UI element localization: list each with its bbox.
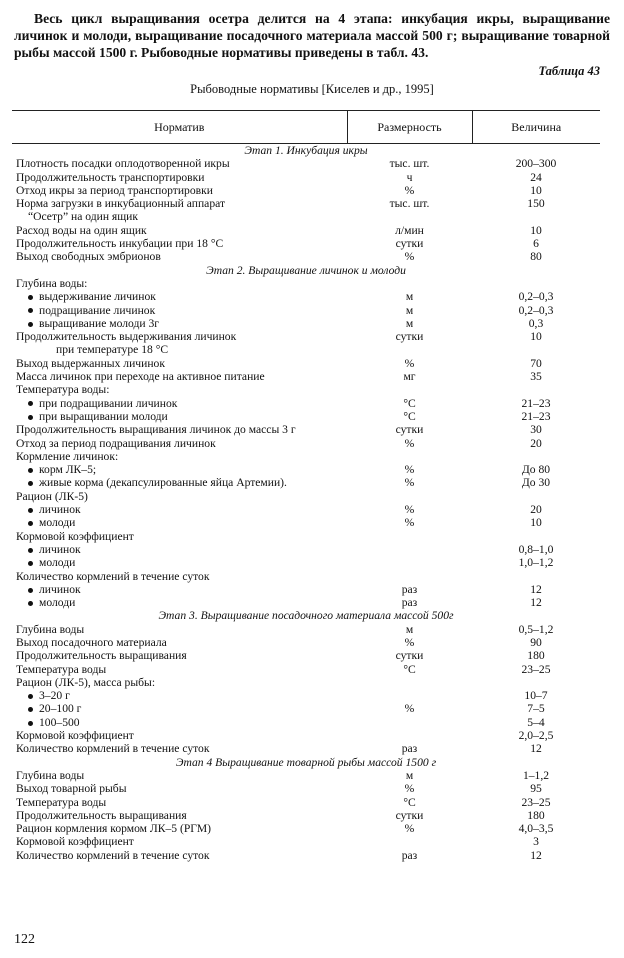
- norm-label: Глубина воды: [16, 622, 85, 636]
- bullet-icon: [28, 322, 33, 327]
- unit-cell: сутки: [395, 330, 424, 344]
- norm-label: 20–100 г: [39, 702, 82, 716]
- table-row: [12, 516, 600, 529]
- table-row: [12, 742, 600, 755]
- unit-cell: [347, 729, 472, 742]
- value-cell: 10: [530, 330, 542, 344]
- unit-cell: %: [404, 250, 415, 264]
- value-cell: 10–7: [524, 689, 548, 703]
- table-row: [12, 343, 600, 356]
- norm-cell: [12, 543, 347, 556]
- norm-cell: [12, 596, 347, 609]
- table-header-row: [12, 111, 600, 144]
- norm-label: Выход свободных эмбрионов: [16, 250, 161, 264]
- norm-label: Выход посадочного материала: [16, 635, 167, 649]
- norm-label: Продолжительность выращивания личинок до массы 3 г: [16, 423, 296, 437]
- unit-cell: раз: [401, 582, 418, 596]
- norm-label: молоди: [39, 556, 76, 570]
- table-row: [12, 237, 600, 250]
- norms-table: [12, 110, 600, 862]
- norm-label: Рацион (ЛК-5), масса рыбы:: [16, 675, 156, 689]
- stage-title: Этап 3. Выращивание посадочного материала массой 500г: [158, 609, 454, 623]
- norm-label: Продолжительность транспортировки: [16, 170, 205, 184]
- table-row: [12, 596, 600, 609]
- table-number: Таблица 43: [538, 64, 600, 78]
- table-row: [12, 835, 600, 848]
- norm-label: Продолжительность выращивания: [16, 649, 187, 663]
- norm-label: Рацион кормления кормом ЛК–5 (РГМ): [16, 822, 211, 836]
- stage-row: [12, 264, 600, 277]
- norm-cell: [12, 437, 347, 450]
- value-cell: [472, 450, 600, 463]
- norm-label: Кормовой коэффициент: [16, 529, 134, 543]
- norm-cell: [12, 556, 347, 569]
- norm-cell: [12, 663, 347, 676]
- norm-label: Количество кормлений в течение суток: [16, 848, 210, 862]
- norm-label: Продолжительность выращивания: [16, 808, 187, 822]
- unit-cell: [347, 556, 472, 569]
- bullet-icon: [28, 707, 33, 712]
- norm-label: корм ЛК–5;: [39, 463, 97, 477]
- table-row: [12, 157, 600, 170]
- value-cell: 1–1,2: [522, 768, 550, 782]
- table-row: [12, 809, 600, 822]
- norm-label: “Осетр” на один ящик: [28, 210, 139, 224]
- norm-cell: [12, 304, 347, 317]
- intro-paragraph: Весь цикл выращивания осетра делится на 4 этапа: инкубация икры, выращивание личинок и молоди, выращивание посадочного материала массой 500 г; выращивание товарной рыбы массой 1500 г. Рыбоводные нормативы приведены в табл. 43.: [14, 11, 610, 60]
- value-cell: 80: [530, 250, 542, 264]
- bullet-icon: [28, 561, 33, 566]
- unit-cell: сутки: [395, 649, 424, 663]
- table-row: [12, 277, 600, 290]
- unit-cell: [347, 490, 472, 503]
- norm-cell: [12, 210, 347, 223]
- table-row: [12, 423, 600, 436]
- unit-cell: %: [404, 356, 415, 370]
- unit-cell: м: [405, 622, 414, 636]
- norm-cell: [12, 237, 347, 250]
- table-row: [12, 224, 600, 237]
- norm-label: Отход за период подращивания личинок: [16, 436, 216, 450]
- table-row: [12, 304, 600, 317]
- value-cell: 0,5–1,2: [518, 622, 554, 636]
- norm-cell: [12, 676, 347, 689]
- table-row: [12, 663, 600, 676]
- unit-cell: %: [404, 516, 415, 530]
- norm-label: Продолжительность инкубации при 18 °С: [16, 237, 224, 251]
- value-cell: [472, 530, 600, 543]
- unit-cell: %: [404, 183, 415, 197]
- table-body: [12, 144, 600, 863]
- table-row: [12, 290, 600, 303]
- stage-row: [12, 609, 600, 622]
- norm-label: молоди: [39, 516, 76, 530]
- value-cell: 0,8–1,0: [518, 542, 554, 556]
- table-row: [12, 397, 600, 410]
- unit-cell: тыс. шт.: [389, 157, 430, 171]
- norm-label: Выход выдержанных личинок: [16, 356, 165, 370]
- header-unit: Размерность: [347, 111, 472, 144]
- norm-cell: [12, 224, 347, 237]
- bullet-icon: [28, 308, 33, 313]
- unit-cell: %: [404, 822, 415, 836]
- norm-label: Количество кормлений в течение суток: [16, 569, 210, 583]
- value-cell: 70: [530, 356, 542, 370]
- norm-label: живые корма (декапсулированные яйца Артемии).: [39, 476, 287, 490]
- norm-label: Количество кормлений в течение суток: [16, 742, 210, 756]
- value-cell: 0,2–0,3: [518, 290, 554, 304]
- bullet-icon: [28, 588, 33, 593]
- value-cell: 23–25: [521, 662, 551, 676]
- norm-cell: [12, 636, 347, 649]
- norm-cell: [12, 343, 347, 356]
- value-cell: 7–5: [527, 702, 545, 716]
- value-cell: 20: [530, 503, 542, 517]
- norm-cell: [12, 769, 347, 782]
- norm-cell: [12, 822, 347, 835]
- norm-label: 100–500: [39, 715, 80, 729]
- unit-cell: м: [405, 303, 414, 317]
- norm-cell: [12, 357, 347, 370]
- norm-label: Температура воды: [16, 662, 107, 676]
- norm-cell: [12, 649, 347, 662]
- value-cell: 12: [530, 582, 542, 596]
- norm-label: Температура воды:: [16, 383, 110, 397]
- table-row: [12, 383, 600, 396]
- stage-title: Этап 2. Выращивание личинок и молоди: [206, 263, 406, 277]
- norm-label: личинок: [39, 503, 81, 517]
- unit-cell: °С: [403, 409, 416, 423]
- norm-cell: [12, 729, 347, 742]
- table-row: [12, 702, 600, 715]
- norm-label: Масса личинок при переходе на активное питание: [16, 370, 265, 384]
- norm-cell: [12, 423, 347, 436]
- norm-label: при выращивании молоди: [39, 409, 168, 423]
- value-cell: 12: [530, 596, 542, 610]
- norm-cell: [12, 516, 347, 529]
- norm-cell: [12, 583, 347, 596]
- unit-cell: [347, 343, 472, 356]
- table-row: [12, 450, 600, 463]
- value-cell: До 80: [521, 463, 551, 477]
- stage-title: Этап 1. Инкубация икры: [244, 144, 368, 157]
- value-cell: 0,2–0,3: [518, 303, 554, 317]
- unit-cell: раз: [401, 596, 418, 610]
- bullet-icon: [28, 521, 33, 526]
- norm-label: Глубина воды:: [16, 276, 88, 290]
- value-cell: 90: [530, 635, 542, 649]
- table-caption: Рыбоводные нормативы [Киселев и др., 1995]: [190, 82, 434, 96]
- bullet-icon: [28, 481, 33, 486]
- table-row: [12, 317, 600, 330]
- unit-cell: [347, 835, 472, 848]
- norm-cell: [12, 849, 347, 862]
- norm-label: личинок: [39, 582, 81, 596]
- norm-cell: [12, 835, 347, 848]
- value-cell: [472, 676, 600, 689]
- unit-cell: раз: [401, 742, 418, 756]
- norm-label: Температура воды: [16, 795, 107, 809]
- norm-cell: [12, 171, 347, 184]
- table-row: [12, 490, 600, 503]
- table-row: [12, 623, 600, 636]
- norm-cell: [12, 184, 347, 197]
- norm-label: Рацион (ЛК-5): [16, 489, 88, 503]
- norm-cell: [12, 370, 347, 383]
- norm-label: Кормовой коэффициент: [16, 729, 134, 743]
- value-cell: 35: [530, 370, 542, 384]
- unit-cell: [347, 570, 472, 583]
- norm-cell: [12, 689, 347, 702]
- norm-cell: [12, 250, 347, 263]
- norm-label: молоди: [39, 596, 76, 610]
- value-cell: [472, 490, 600, 503]
- value-cell: До 30: [521, 476, 551, 490]
- norm-cell: [12, 796, 347, 809]
- norm-label: 3–20 г: [39, 689, 70, 703]
- table-row: [12, 649, 600, 662]
- norm-label: Расход воды на один ящик: [16, 223, 147, 237]
- table-row: [12, 729, 600, 742]
- value-cell: [472, 343, 600, 356]
- norm-cell: [12, 463, 347, 476]
- norm-label: Продолжительность выдерживания личинок: [16, 330, 237, 344]
- unit-cell: [347, 689, 472, 702]
- unit-cell: [347, 543, 472, 556]
- norm-label: личинок: [39, 542, 81, 556]
- value-cell: 180: [527, 808, 545, 822]
- norm-label: Кормление личинок:: [16, 449, 119, 463]
- value-cell: 180: [527, 649, 545, 663]
- table-row: [12, 503, 600, 516]
- norm-label: выращивание молоди 3г: [39, 316, 160, 330]
- value-cell: 24: [530, 170, 542, 184]
- stage-row: [12, 756, 600, 769]
- norm-label: Глубина воды: [16, 768, 85, 782]
- value-cell: 150: [527, 197, 545, 211]
- value-cell: 21–23: [521, 396, 551, 410]
- unit-cell: тыс. шт.: [389, 197, 430, 211]
- bullet-icon: [28, 415, 33, 420]
- value-cell: 4,0–3,5: [518, 822, 554, 836]
- norm-cell: [12, 503, 347, 516]
- header-norm: Норматив: [12, 111, 347, 144]
- value-cell: 10: [530, 183, 542, 197]
- bullet-icon: [28, 468, 33, 473]
- table-row: [12, 782, 600, 795]
- value-cell: 21–23: [521, 409, 551, 423]
- table-row: [12, 330, 600, 343]
- value-cell: 30: [530, 423, 542, 437]
- page-number: 122: [14, 932, 35, 947]
- norm-cell: [12, 450, 347, 463]
- table-row: [12, 437, 600, 450]
- table-row: [12, 171, 600, 184]
- norm-cell: [12, 490, 347, 503]
- unit-cell: %: [404, 635, 415, 649]
- norm-cell: [12, 742, 347, 755]
- unit-cell: сутки: [395, 237, 424, 251]
- value-cell: 23–25: [521, 795, 551, 809]
- unit-cell: %: [404, 476, 415, 490]
- value-cell: 10: [530, 223, 542, 237]
- bullet-icon: [28, 508, 33, 513]
- unit-cell: мг: [403, 370, 416, 384]
- norm-cell: [12, 330, 347, 343]
- norm-cell: [12, 383, 347, 396]
- table-row: [12, 570, 600, 583]
- unit-cell: сутки: [395, 808, 424, 822]
- value-cell: 200–300: [515, 157, 557, 171]
- value-cell: 1,0–1,2: [518, 556, 554, 570]
- unit-cell: %: [404, 436, 415, 450]
- unit-cell: %: [404, 503, 415, 517]
- norm-cell: [12, 702, 347, 715]
- bullet-icon: [28, 548, 33, 553]
- stage-title: Этап 4 Выращивание товарной рыбы массой 1500 г: [175, 755, 437, 769]
- table-row: [12, 689, 600, 702]
- unit-cell: %: [404, 463, 415, 477]
- table-row: [12, 250, 600, 263]
- table-row: [12, 357, 600, 370]
- table-row: [12, 556, 600, 569]
- unit-cell: м: [405, 768, 414, 782]
- table-row: [12, 197, 600, 210]
- bullet-icon: [28, 694, 33, 699]
- table-row: [12, 636, 600, 649]
- norm-label: выдерживание личинок: [39, 290, 156, 304]
- norm-cell: [12, 290, 347, 303]
- unit-cell: [347, 277, 472, 290]
- table-row: [12, 210, 600, 223]
- unit-cell: раз: [401, 848, 418, 862]
- unit-cell: [347, 450, 472, 463]
- unit-cell: %: [404, 782, 415, 796]
- unit-cell: [347, 210, 472, 223]
- norm-label: Отход икры за период транспортировки: [16, 183, 213, 197]
- value-cell: [472, 570, 600, 583]
- value-cell: 12: [530, 742, 542, 756]
- bullet-icon: [28, 601, 33, 606]
- norm-cell: [12, 623, 347, 636]
- header-value: Величина: [472, 111, 600, 144]
- value-cell: 2,0–2,5: [518, 729, 554, 743]
- bullet-icon: [28, 401, 33, 406]
- unit-cell: [347, 716, 472, 729]
- norm-cell: [12, 476, 347, 489]
- norm-cell: [12, 782, 347, 795]
- table-row: [12, 370, 600, 383]
- norm-label: Плотность посадки оплодотворенной икры: [16, 157, 230, 171]
- value-cell: [472, 277, 600, 290]
- table-row: [12, 530, 600, 543]
- norm-cell: [12, 197, 347, 210]
- unit-cell: м: [405, 316, 414, 330]
- stage-row: [12, 144, 600, 158]
- table-row: [12, 583, 600, 596]
- unit-cell: [347, 383, 472, 396]
- norm-cell: [12, 530, 347, 543]
- unit-cell: л/мин: [395, 223, 424, 237]
- value-cell: 95: [530, 782, 542, 796]
- norm-cell: [12, 277, 347, 290]
- table-row: [12, 476, 600, 489]
- bullet-icon: [28, 721, 33, 726]
- unit-cell: °С: [403, 662, 416, 676]
- norm-cell: [12, 410, 347, 423]
- norm-label: Выход товарной рыбы: [16, 782, 127, 796]
- bullet-icon: [28, 295, 33, 300]
- table-row: [12, 822, 600, 835]
- value-cell: 20: [530, 436, 542, 450]
- unit-cell: °С: [403, 396, 416, 410]
- value-cell: 10: [530, 516, 542, 530]
- unit-cell: [347, 530, 472, 543]
- norm-label: при подращивании личинок: [39, 396, 178, 410]
- unit-cell: [347, 676, 472, 689]
- value-cell: [472, 383, 600, 396]
- value-cell: 3: [533, 835, 539, 849]
- value-cell: 0,3: [528, 316, 544, 330]
- norm-label: Норма загрузки в инкубационный аппарат: [16, 197, 226, 211]
- unit-cell: ч: [406, 170, 413, 184]
- norm-cell: [12, 809, 347, 822]
- value-cell: 6: [533, 237, 539, 251]
- unit-cell: м: [405, 290, 414, 304]
- norm-cell: [12, 397, 347, 410]
- value-cell: 5–4: [527, 715, 545, 729]
- norm-cell: [12, 716, 347, 729]
- norm-label: подращивание личинок: [39, 303, 156, 317]
- table-row: [12, 796, 600, 809]
- table-row: [12, 184, 600, 197]
- norm-cell: [12, 317, 347, 330]
- table-row: [12, 716, 600, 729]
- table-row: [12, 676, 600, 689]
- norm-cell: [12, 570, 347, 583]
- value-cell: [472, 210, 600, 223]
- norm-label: при температуре 18 °С: [56, 343, 169, 357]
- unit-cell: %: [404, 702, 415, 716]
- unit-cell: сутки: [395, 423, 424, 437]
- table-row: [12, 463, 600, 476]
- table-row: [12, 543, 600, 556]
- norm-cell: [12, 157, 347, 170]
- table-row: [12, 849, 600, 862]
- unit-cell: °С: [403, 795, 416, 809]
- table-row: [12, 769, 600, 782]
- norm-label: Кормовой коэффициент: [16, 835, 134, 849]
- value-cell: 12: [530, 848, 542, 862]
- table-row: [12, 410, 600, 423]
